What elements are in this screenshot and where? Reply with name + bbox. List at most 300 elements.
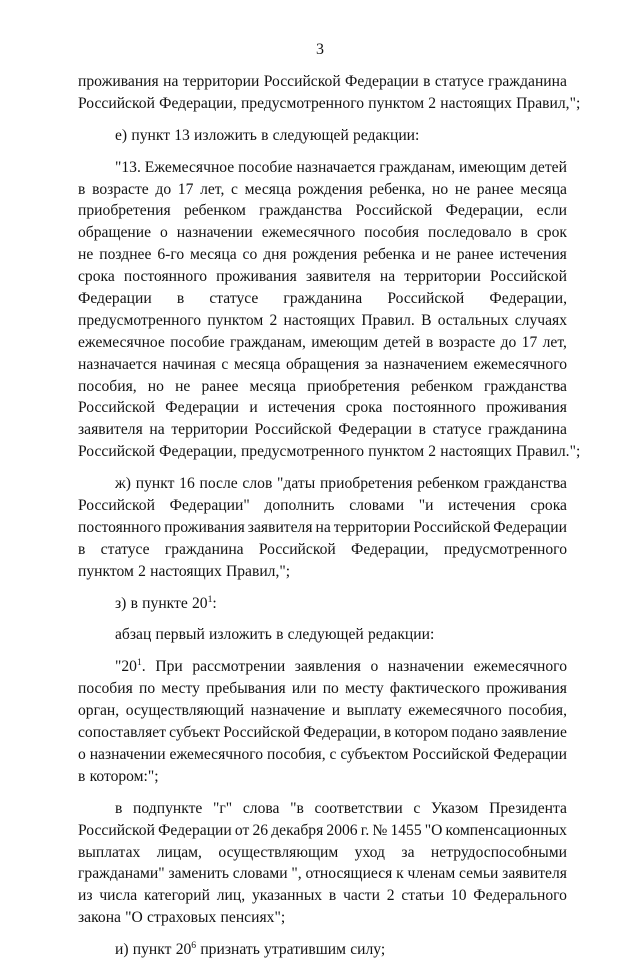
text-line <box>78 624 567 646</box>
text-word: следующей <box>272 126 349 144</box>
text-word: статусе <box>100 540 150 558</box>
text-line <box>78 495 567 517</box>
text-word: Правил. <box>361 311 415 329</box>
text-word: ребенком <box>183 202 246 220</box>
text-line <box>78 820 567 842</box>
text-word: страховых <box>147 909 217 927</box>
text-word: в <box>328 887 337 905</box>
text-word: пособия <box>78 680 133 698</box>
text-word: назначением <box>383 355 468 373</box>
text-word: словами <box>349 497 405 515</box>
text-word: Российской <box>413 518 491 536</box>
text-word: относящиеся <box>305 865 393 883</box>
text-word: $20^1$: <box>192 593 217 612</box>
text-word: редакции: <box>353 126 420 144</box>
text-word: 13 <box>174 126 190 144</box>
text-word: на <box>163 73 179 90</box>
text-word: настоящих <box>150 562 222 580</box>
text-word: не <box>435 246 451 264</box>
text-word: 2 <box>428 443 437 461</box>
text-word: или <box>291 680 317 698</box>
text-word: в <box>115 799 123 817</box>
text-word: котором <box>394 724 449 742</box>
text-word: проживания <box>486 399 567 417</box>
text-word: признать <box>200 941 260 959</box>
text-word: "О <box>424 821 443 839</box>
text-word: пунктом <box>368 443 425 461</box>
text-word: выплату <box>346 702 402 720</box>
text-word: Ежемесячное <box>144 158 235 176</box>
text-word: гражданами" <box>78 865 165 883</box>
text-word: пособие <box>170 333 225 351</box>
text-word: ежемесячного <box>261 224 356 242</box>
text-word: месяца <box>520 180 567 198</box>
text-line <box>78 863 567 885</box>
text-word: В <box>421 311 432 329</box>
text-word: настоящих <box>440 94 512 112</box>
text-line <box>78 354 567 376</box>
text-word: категорий <box>143 887 210 905</box>
text-line <box>78 441 581 463</box>
text-word: е) <box>115 126 128 144</box>
text-word: словами <box>232 865 288 883</box>
text-line <box>78 722 567 744</box>
text-word: 17 <box>521 333 538 351</box>
text-word: заявление <box>501 724 567 742</box>
text-word: дополнить <box>264 497 335 515</box>
text-word: 10 <box>450 887 467 905</box>
text-word: после <box>199 475 238 493</box>
text-word: в <box>78 767 86 785</box>
text-word: до <box>500 333 517 351</box>
text-word: проживания <box>78 73 159 90</box>
text-word: имеющим <box>459 158 527 176</box>
text-line <box>78 419 567 441</box>
text-word: ", <box>291 865 302 883</box>
text-word: месту <box>161 680 200 698</box>
text-word: 17 <box>177 180 194 198</box>
text-word: ежемесячного <box>408 702 502 720</box>
text-word: пункт <box>135 475 175 493</box>
text-word: подано <box>451 724 499 742</box>
text-word: слова <box>242 799 280 817</box>
text-line <box>78 179 567 201</box>
text-word: назначается <box>296 158 376 176</box>
text-word: ежемесячного <box>169 745 264 763</box>
text-line <box>78 332 567 354</box>
text-word: если <box>536 202 567 220</box>
text-word: но <box>147 377 164 395</box>
text-word: силу; <box>350 941 386 959</box>
text-word: Федерации, <box>351 540 429 558</box>
text-word: в <box>261 126 269 144</box>
text-word: по <box>322 680 339 698</box>
text-word: со <box>242 246 258 264</box>
text-word: ранее <box>476 180 514 198</box>
text-word: "и <box>418 497 434 515</box>
text-word: Федерации, <box>445 202 524 220</box>
text-word: пунктом <box>207 311 264 329</box>
text-word: Российской <box>78 497 155 515</box>
text-word: Российской <box>78 443 155 461</box>
text-word: 2 <box>428 94 437 112</box>
text-word: проживания <box>486 680 567 698</box>
text-word: Российской <box>78 821 155 839</box>
text-word: Федерации, <box>159 94 237 112</box>
text-word: г. <box>360 821 370 839</box>
text-word: семьи <box>458 865 499 883</box>
text-word: абзац <box>115 626 152 644</box>
text-word: назначается <box>78 355 157 373</box>
text-word: части <box>343 887 380 905</box>
text-word: истечения <box>499 246 567 264</box>
text-word: Федерации <box>345 73 419 90</box>
text-word: территории <box>182 73 260 90</box>
text-word: Указом <box>431 799 479 817</box>
text-word: Российской <box>355 202 433 220</box>
text-word: с <box>221 355 229 373</box>
text-word: ж) <box>115 475 131 493</box>
text-word: статьи <box>401 887 445 905</box>
text-word: з) <box>115 594 127 612</box>
text-word: назначении <box>89 745 166 763</box>
text-word: Российской <box>490 268 567 286</box>
text-word: № <box>372 821 388 839</box>
text-word: "даты <box>277 475 316 493</box>
text-word: рождения <box>297 180 363 198</box>
text-word: пункт <box>131 126 171 144</box>
text-word: Федерации <box>493 518 567 536</box>
text-line <box>78 700 567 722</box>
text-word: пособие <box>238 158 293 176</box>
text-word: имеющим <box>311 333 379 351</box>
text-word: соответствии <box>314 799 403 817</box>
text-line <box>78 266 567 288</box>
text-line <box>78 376 567 398</box>
text-word: обращения <box>286 355 360 373</box>
text-word: за <box>364 355 378 373</box>
text-word: детей <box>529 158 567 176</box>
text-word: осуществляющий <box>125 702 245 720</box>
page-number: 3 <box>316 41 324 58</box>
text-word: к <box>396 865 404 883</box>
superscript-mark: 1 <box>136 657 142 669</box>
text-word: пунктом <box>78 562 134 580</box>
text-word: следующей <box>287 626 364 644</box>
text-line <box>78 517 567 539</box>
text-word: территории <box>171 421 248 439</box>
text-word: срока <box>78 268 115 286</box>
text-word: Федерации <box>78 290 152 308</box>
text-word: предусмотренного <box>240 94 364 112</box>
text-word: Федерации, <box>159 443 237 461</box>
text-word: лет, <box>200 180 225 198</box>
text-word: назначении <box>176 224 253 242</box>
text-word: пособия <box>364 224 419 242</box>
text-word: Российской <box>387 290 465 308</box>
text-word: в <box>383 724 392 742</box>
text-word: с <box>413 799 421 817</box>
text-word: "г" <box>213 799 233 817</box>
text-word: в <box>78 540 86 558</box>
text-line <box>78 157 567 179</box>
text-word: срока <box>345 399 383 417</box>
text-word: приобретения <box>78 202 171 220</box>
text-word: Федерации, <box>489 290 567 308</box>
text-word: заявителя <box>78 421 143 439</box>
text-line <box>78 244 567 266</box>
text-word: срока <box>530 497 567 515</box>
text-word: о <box>160 224 168 242</box>
text-word: Федерации <box>158 821 232 839</box>
text-word: не <box>454 180 471 198</box>
text-word: гражданства <box>259 202 343 220</box>
text-word: 26 <box>252 821 269 839</box>
text-word: последовало <box>427 224 512 242</box>
text-line <box>78 656 567 678</box>
text-word: ранее <box>456 246 494 264</box>
text-word: в <box>130 594 138 612</box>
text-word: в <box>78 180 86 198</box>
text-word: пособия, <box>78 377 137 395</box>
text-word: 1455 <box>390 821 422 839</box>
text-word: срок <box>536 224 567 242</box>
text-word: субъектом <box>340 745 409 763</box>
text-word: изложить <box>209 626 272 644</box>
text-word: закона <box>78 909 121 927</box>
text-word: с <box>231 180 238 198</box>
text-line <box>78 593 567 615</box>
text-word: о <box>78 745 86 763</box>
text-word: статусе <box>434 73 484 90</box>
text-word: пунктом <box>368 94 425 112</box>
document-body <box>78 71 581 961</box>
text-word: уход <box>354 843 385 861</box>
text-word: При <box>155 658 183 676</box>
text-word: Российской <box>78 94 155 112</box>
text-word: предусмотренного <box>78 311 202 329</box>
text-word: приобретения <box>307 377 400 395</box>
text-line <box>78 310 567 332</box>
text-word: ежемесячного <box>473 355 567 373</box>
text-word: редакции: <box>367 626 435 644</box>
text-word: и) <box>115 941 129 959</box>
text-word: числа <box>99 887 138 905</box>
text-word: рассмотрении <box>192 658 286 676</box>
text-word: 2 <box>386 887 395 905</box>
text-word: дня <box>263 246 287 264</box>
text-word: заявителя <box>247 518 313 536</box>
text-line <box>78 222 567 244</box>
text-line <box>78 397 567 419</box>
text-word: Президента <box>489 799 567 817</box>
text-word: 2 <box>138 562 146 580</box>
text-word: Правил,"; <box>225 562 291 580</box>
text-word: первый <box>155 626 205 644</box>
text-word: "$20^1$. <box>115 657 146 676</box>
text-word: проживания <box>216 268 297 286</box>
text-word: из <box>78 887 93 905</box>
text-word: лицам, <box>156 843 202 861</box>
text-word: предусмотренного <box>240 443 364 461</box>
text-word: фактического <box>389 680 480 698</box>
text-word: выплатах <box>78 843 141 861</box>
text-word: заявителя <box>502 865 567 883</box>
text-word: пункте <box>142 594 188 612</box>
text-word: в <box>276 626 284 644</box>
text-line <box>78 939 567 961</box>
superscript-mark: 6 <box>191 939 197 951</box>
text-word: заявителя <box>305 268 371 286</box>
text-line <box>78 125 567 147</box>
text-word: гражданина <box>283 290 363 308</box>
text-line <box>78 561 567 583</box>
text-word: котором:"; <box>89 767 159 785</box>
text-word: слов <box>242 475 273 493</box>
text-word: назначение <box>250 702 326 720</box>
text-word: пенсиях"; <box>220 909 286 927</box>
text-word: ранее <box>201 377 239 395</box>
text-line <box>78 842 567 864</box>
text-line <box>78 744 567 766</box>
text-word: гражданства <box>483 475 567 493</box>
text-word: ежемесячное <box>78 333 165 351</box>
text-word: позднее <box>99 246 152 264</box>
text-word: "в <box>290 799 304 817</box>
text-word: истечения <box>448 497 516 515</box>
text-word: заявления <box>294 658 361 676</box>
text-word: Российской <box>78 399 155 417</box>
text-word: нетрудоспособными <box>430 843 567 861</box>
text-word: постоянного <box>123 268 207 286</box>
text-word: ребенком <box>417 475 480 493</box>
text-word: Федерации <box>338 421 412 439</box>
text-word: проживания <box>164 518 245 536</box>
text-line <box>78 798 567 820</box>
text-line <box>78 93 581 115</box>
text-word: Федерального <box>473 887 567 905</box>
text-line <box>78 678 567 700</box>
text-word: Российской <box>223 724 301 742</box>
text-word: остальных <box>437 311 509 329</box>
text-word: возрасте <box>438 333 496 351</box>
text-line <box>78 885 567 907</box>
text-word: подпункте <box>133 799 203 817</box>
text-word: предусмотренного <box>443 540 567 558</box>
text-word: территории <box>404 268 481 286</box>
text-word: и <box>249 399 258 417</box>
text-line <box>78 473 567 495</box>
text-line <box>78 907 567 929</box>
text-word: осуществляющим <box>218 843 339 861</box>
text-word: статусе <box>209 290 259 308</box>
text-word: месяца <box>190 246 237 264</box>
text-word: лиц, <box>216 887 246 905</box>
text-word: сопоставляет <box>78 724 167 742</box>
text-line <box>78 71 567 93</box>
text-word: постоянного <box>78 518 162 536</box>
text-word: Правил,"; <box>516 94 581 112</box>
text-word: но <box>431 180 449 198</box>
text-word: Российской <box>263 73 341 90</box>
text-word: обращение <box>78 224 152 242</box>
text-word: за <box>401 843 415 861</box>
text-word: месяца <box>233 355 281 373</box>
text-word: месяца <box>244 180 292 198</box>
text-word: не <box>175 377 191 395</box>
text-word: пособия, <box>508 702 567 720</box>
text-line <box>78 200 567 222</box>
text-word: Федерации" <box>169 497 250 515</box>
text-word: статусе <box>432 421 482 439</box>
text-word: от <box>234 821 250 839</box>
text-line <box>78 766 567 788</box>
text-word: о <box>370 658 379 676</box>
text-word: 2006 <box>326 821 358 839</box>
text-word: в <box>418 421 426 439</box>
text-word: месяца <box>249 377 297 395</box>
text-word: гражданина <box>488 73 567 90</box>
text-word: по <box>139 680 156 698</box>
text-word: лет, <box>542 333 567 351</box>
text-word: настоящих <box>440 443 512 461</box>
text-word: Федерации, <box>303 724 381 742</box>
text-word: в <box>520 224 528 242</box>
text-line <box>78 288 567 310</box>
text-word: 16 <box>179 475 195 493</box>
text-word: до <box>155 180 172 198</box>
text-word: с <box>329 745 337 763</box>
text-word: постоянного <box>392 399 476 417</box>
text-word: случаях <box>514 311 567 329</box>
text-word: Российской <box>412 745 490 763</box>
text-word: территории <box>333 518 411 536</box>
text-word: на <box>149 421 165 439</box>
text-word: в <box>425 333 434 351</box>
text-word: возрасте <box>92 180 149 198</box>
text-word: орган, <box>78 702 120 720</box>
text-word: на <box>315 518 331 536</box>
text-word: заменить <box>168 865 229 883</box>
text-word: Российской <box>254 421 332 439</box>
text-line <box>78 539 567 561</box>
text-word: членам <box>407 865 456 883</box>
text-word: указанных <box>251 887 323 905</box>
superscript-mark: 1 <box>207 593 213 605</box>
text-word: ребенка, <box>369 180 426 198</box>
text-word: приобретения <box>319 475 413 493</box>
text-word: "13. <box>115 158 141 176</box>
text-word: декабря <box>271 821 324 839</box>
text-word: "О <box>125 909 143 927</box>
text-word: детей <box>383 333 421 351</box>
text-word: пункт <box>132 941 172 959</box>
text-word: гражданам, <box>230 333 306 351</box>
text-word: рождения <box>292 246 358 264</box>
text-word: Правил."; <box>516 443 581 461</box>
text-word: $20^6$ <box>175 939 197 959</box>
text-word: на <box>379 268 396 286</box>
text-word: начиная <box>162 355 216 373</box>
text-word: гражданства <box>484 377 567 395</box>
text-word: месту <box>345 680 384 698</box>
text-word: гражданам, <box>379 158 456 176</box>
text-word: гражданина <box>164 540 244 558</box>
text-word: Российской <box>258 540 336 558</box>
text-word: 6-го <box>157 246 185 264</box>
text-word: пребывания <box>206 680 286 698</box>
text-word: истечения <box>268 399 336 417</box>
